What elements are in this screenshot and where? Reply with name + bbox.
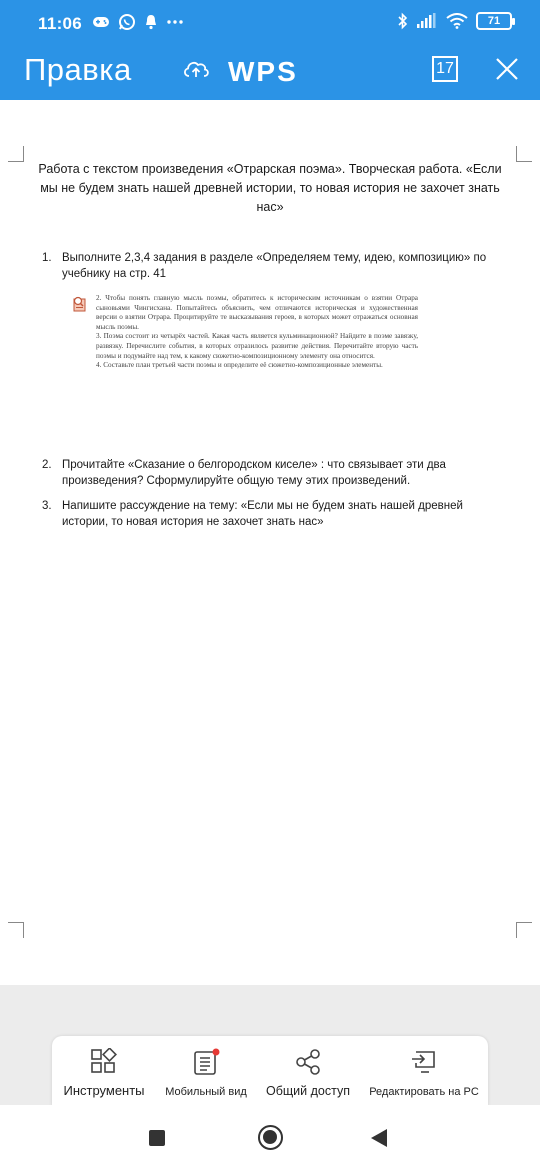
wps-logo: WPS xyxy=(228,56,298,87)
share-label: Общий доступ xyxy=(266,1084,350,1098)
close-icon[interactable] xyxy=(494,56,520,82)
battery-icon: 71 xyxy=(476,12,512,30)
share-button[interactable] xyxy=(256,1036,360,1106)
home-circle-icon[interactable] xyxy=(258,1125,283,1150)
cloud-upload-icon[interactable] xyxy=(182,58,210,80)
textbook-excerpt-image xyxy=(72,294,418,371)
tools-grid-icon xyxy=(90,1048,118,1074)
mobile-view-label: Мобильный вид xyxy=(165,1086,247,1098)
task-number: 1. xyxy=(42,252,52,264)
signal-icon xyxy=(416,13,438,29)
recents-square-icon[interactable] xyxy=(149,1130,165,1146)
page-corner-marker xyxy=(516,922,532,938)
document-page[interactable] xyxy=(0,100,540,985)
status-icons-right xyxy=(398,12,512,30)
mobile-view-icon xyxy=(192,1048,222,1076)
excerpt-item: 4. Составьте план третьей части поэмы и определите её сюжетно-композиционные элементы. xyxy=(96,361,383,370)
whatsapp-icon xyxy=(118,13,136,31)
task-text: Выполните 2,3,4 задания в разделе «Определяем тему, идею, композицию» по учебнику на стр. 41 xyxy=(62,252,487,280)
task-text: Напишите рассуждение на тему: «Если мы не будем знать нашей древней истории, то новая история не захочет знать нас» xyxy=(62,500,463,528)
wifi-icon xyxy=(446,13,468,29)
notification-bell-icon xyxy=(144,14,158,30)
game-controller-icon xyxy=(92,15,110,29)
app-bar xyxy=(0,48,540,100)
task-item xyxy=(42,250,512,282)
tools-button[interactable] xyxy=(52,1036,156,1106)
page-count-button[interactable]: 17 xyxy=(432,56,458,82)
back-triangle-icon[interactable] xyxy=(371,1129,387,1147)
status-icons-left xyxy=(92,13,184,31)
mobile-view-button[interactable] xyxy=(156,1036,256,1106)
edit-on-pc-button[interactable] xyxy=(360,1036,488,1106)
task-item xyxy=(42,457,512,489)
task-number: 3. xyxy=(42,500,52,512)
page-corner-marker xyxy=(8,922,24,938)
task-number: 2. xyxy=(42,459,52,471)
task-item xyxy=(42,498,512,530)
page-corner-marker xyxy=(8,146,24,162)
edit-on-pc-icon xyxy=(410,1048,438,1076)
system-nav-bar xyxy=(0,1105,540,1170)
app-title: Правка xyxy=(24,52,132,87)
tools-label: Инструменты xyxy=(63,1083,145,1098)
status-bar xyxy=(0,0,540,48)
bottom-toolbar xyxy=(52,1036,488,1106)
document-title: Работа с текстом произведения «Отрарская поэма». Творческая работа. «Если мы не будем знать нашей древней истории, то новая история не захочет знать нас» xyxy=(38,162,502,214)
excerpt-item: 3. Поэма состоит из четырёх частей. Какая часть является кульминационной? Найдите в поэме завязку, развязку. Перечислите события, в которых отразилось развитие действия. Перечитайте вторую часть поэмы и подумайте над тем, к какому сюжетно-композиционному элементу она относится. xyxy=(96,332,418,360)
bluetooth-icon xyxy=(398,12,408,30)
excerpt-item: 2. Чтобы понять главную мысль поэмы, обратитесь к историческим источникам о взятии Отрара сыновьями Чингисхана. Попытайтесь объяснить, чем отличаются историческая и художественная версии о взятии Отрара. Процитируйте те высказывания героев, в которых может отражаться основная мысль поэмы. xyxy=(96,294,418,331)
more-dots-icon xyxy=(166,19,184,25)
edit-on-pc-label: Редактировать на PC xyxy=(369,1086,479,1098)
status-time: 11:06 xyxy=(38,14,83,33)
share-icon xyxy=(294,1048,322,1076)
task-text: Прочитайте «Сказание о белгородском киселе» : что связывает эти два произведения? Сформулируйте общую тему этих произведений. xyxy=(62,459,446,487)
page-corner-marker xyxy=(516,146,532,162)
